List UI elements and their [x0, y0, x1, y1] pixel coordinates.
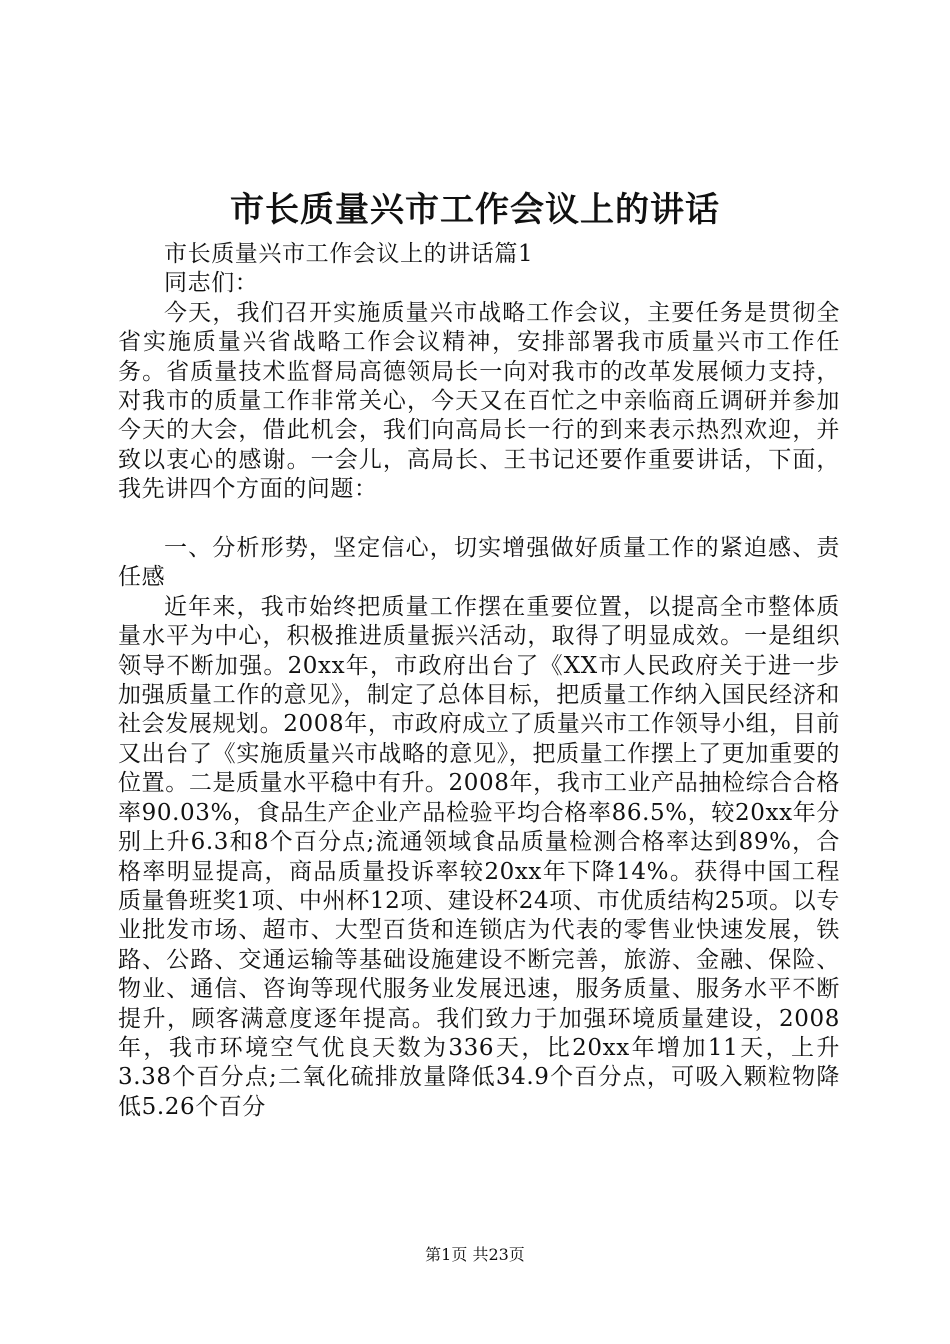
document-body — [118, 240, 840, 1122]
document-subtitle: 市长质量兴市工作会议上的讲话篇1 — [164, 241, 534, 267]
paragraph-opening: 今天，我们召开实施质量兴市战略工作会议，主要任务是贯彻全省实施质量兴省战略工作会议精神，安排部署我市质量兴市工作任务。省质量技术监督局高德领局长一向对我市的改革发展倾力支持，对我市的质量工作非常关心，今天又在百忙之中亲临商丘调研并参加今天的大会，借此机会，我们向高局长一行的到来表示热烈欢迎，并致以衷心的感谢。一会儿，高局长、王书记还要作重要讲话，下面，我先讲四个方面的问题： — [118, 299, 840, 503]
section-heading: 一、分析形势，坚定信心，切实增强做好质量工作的紧迫感、责任感 — [118, 535, 840, 591]
greeting: 同志们： — [164, 270, 259, 297]
document-title: 市长质量兴市工作会议上的讲话 — [230, 190, 720, 230]
page-footer: 第1页 共23页 — [425, 1245, 525, 1264]
paragraph-body: 近年来，我市始终把质量工作摆在重要位置，以提高全市整体质量水平为中心，积极推进质量振兴活动，取得了明显成效。一是组织领导不断加强。20xx年，市政府出台了《XX市人民政府关于进一步加强质量工作的意见》，制定了总体目标，把质量工作纳入国民经济和社会发展规划。2008年，市政府成立了质量兴市工作领导小组，目前又出台了《实施质量兴市战略的意见》，把质量工作摆上了更加重要的位置。二是质量水平稳中有升。2008年，我市工业产品抽检综合合格率90.03%，食品生产企业产品检验平均合格率86.5%，较20xx年分别上升6.3和8个百分点;流通领域食品质量检测合格率达到89%，合格率明显提高，商品质量投诉率较20xx年下降14%。获得中国工程质量鲁班奖1项、中州杯12项、建设杯24项、市优质结构25项。以专业批发市场、超市、大型百货和连锁店为代表的零售业快速发展，铁路、公路、交通运输等基础设施建设不断完善，旅游、金融、保险、物业、通信、咨询等现代服务业发展迅速，服务质量、服务水平不断提升，顾客满意度逐年提高。我们致力于加强环境质量建设，2008年，我市环境空气优良天数为336天，比20xx年增加11天，上升3.38个百分点;二氧化硫排放量降低34.9个百分点，可吸入颗粒物降低5.26个百分 — [118, 593, 840, 1120]
